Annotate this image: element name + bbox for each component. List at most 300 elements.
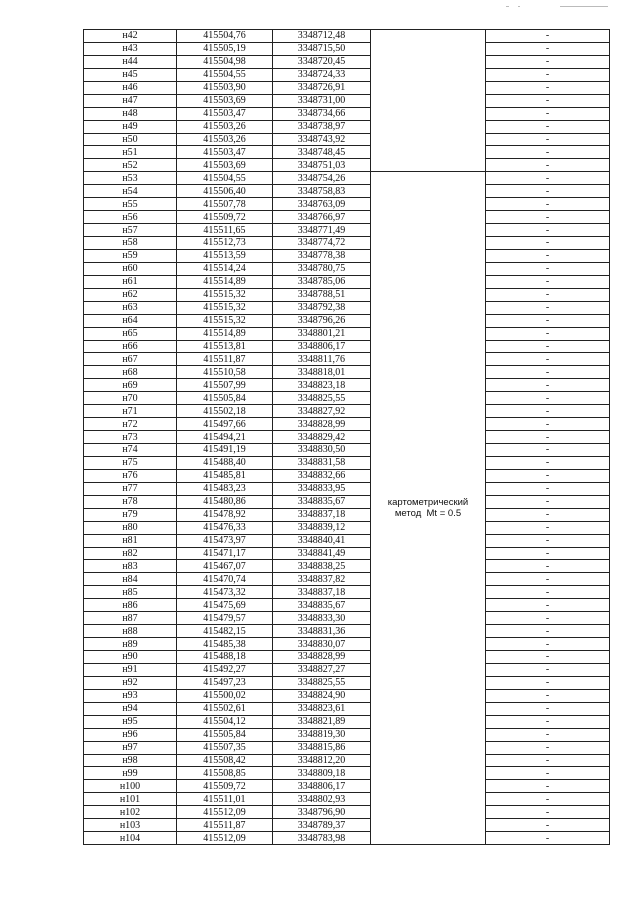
scan-artifact [560,6,608,7]
table-row [84,185,610,198]
y-coordinate-cell: 3348837,18 [273,508,371,521]
x-coordinate-cell: 415511,87 [177,819,273,832]
dash-cell: - [486,211,610,224]
dash-cell: - [486,366,610,379]
y-coordinate-cell: 3348838,25 [273,560,371,573]
table-row [84,767,610,780]
table-row [84,262,610,275]
dash-cell: - [486,754,610,767]
x-coordinate-cell: 415515,32 [177,288,273,301]
dash-cell: - [486,301,610,314]
point-number-cell: н99 [84,767,177,780]
y-coordinate-cell: 3348789,37 [273,819,371,832]
y-coordinate-cell: 3348809,18 [273,767,371,780]
y-coordinate-cell: 3348828,99 [273,418,371,431]
point-number-cell: н72 [84,418,177,431]
x-coordinate-cell: 415494,21 [177,431,273,444]
y-coordinate-cell: 3348724,33 [273,68,371,81]
y-coordinate-cell: 3348835,67 [273,495,371,508]
point-number-cell: н80 [84,521,177,534]
x-coordinate-cell: 415488,40 [177,456,273,469]
table-row [84,146,610,159]
x-coordinate-cell: 415503,90 [177,81,273,94]
dash-cell: - [486,224,610,237]
table-row [84,482,610,495]
y-coordinate-cell: 3348801,21 [273,327,371,340]
point-number-cell: н63 [84,301,177,314]
x-coordinate-cell: 415500,02 [177,689,273,702]
dash-cell: - [486,625,610,638]
dash-cell: - [486,715,610,728]
table-row [84,327,610,340]
x-coordinate-cell: 415515,32 [177,301,273,314]
point-number-cell: н52 [84,159,177,172]
dash-cell: - [486,237,610,250]
y-coordinate-cell: 3348823,18 [273,379,371,392]
dash-cell: - [486,560,610,573]
table-row [84,172,610,185]
point-number-cell: н43 [84,42,177,55]
table-row [84,107,610,120]
dash-cell: - [486,676,610,689]
x-coordinate-cell: 415504,76 [177,30,273,43]
x-coordinate-cell: 415471,17 [177,547,273,560]
y-coordinate-cell: 3348832,66 [273,469,371,482]
table-row [84,353,610,366]
table-row [84,456,610,469]
x-coordinate-cell: 415497,23 [177,676,273,689]
dash-cell: - [486,689,610,702]
table-row [84,793,610,806]
point-number-cell: н53 [84,172,177,185]
x-coordinate-cell: 415504,55 [177,172,273,185]
dash-cell: - [486,573,610,586]
point-number-cell: н77 [84,482,177,495]
point-number-cell: н50 [84,133,177,146]
point-number-cell: н75 [84,456,177,469]
point-number-cell: н83 [84,560,177,573]
y-coordinate-cell: 3348812,20 [273,754,371,767]
point-number-cell: н66 [84,340,177,353]
point-number-cell: н45 [84,68,177,81]
y-coordinate-cell: 3348806,17 [273,780,371,793]
x-coordinate-cell: 415513,59 [177,249,273,262]
point-number-cell: н71 [84,405,177,418]
point-number-cell: н48 [84,107,177,120]
table-row [84,120,610,133]
x-coordinate-cell: 415512,09 [177,832,273,845]
y-coordinate-cell: 3348726,91 [273,81,371,94]
point-number-cell: н81 [84,534,177,547]
y-coordinate-cell: 3348839,12 [273,521,371,534]
x-coordinate-cell: 415502,18 [177,405,273,418]
dash-cell: - [486,508,610,521]
y-coordinate-cell: 3348751,03 [273,159,371,172]
x-coordinate-cell: 415503,69 [177,159,273,172]
point-number-cell: н62 [84,288,177,301]
y-coordinate-cell: 3348840,41 [273,534,371,547]
table-row [84,30,610,43]
y-coordinate-cell: 3348738,97 [273,120,371,133]
x-coordinate-cell: 415475,69 [177,599,273,612]
point-number-cell: н55 [84,198,177,211]
dash-cell: - [486,547,610,560]
dash-cell: - [486,651,610,664]
method-accuracy: метод Mt = 0.5 [394,508,462,520]
dash-cell: - [486,469,610,482]
table-row [84,754,610,767]
point-number-cell: н96 [84,728,177,741]
x-coordinate-cell: 415508,42 [177,754,273,767]
dash-cell: - [486,806,610,819]
y-coordinate-cell: 3348830,07 [273,638,371,651]
x-coordinate-cell: 415509,72 [177,780,273,793]
point-number-cell: н104 [84,832,177,845]
x-coordinate-cell: 415467,07 [177,560,273,573]
point-number-cell: н93 [84,689,177,702]
y-coordinate-cell: 3348815,86 [273,741,371,754]
dash-cell: - [486,42,610,55]
dash-cell: - [486,702,610,715]
table-row [84,314,610,327]
coordinates-table [83,29,610,845]
table-row [84,68,610,81]
table-row [84,237,610,250]
x-coordinate-cell: 415503,69 [177,94,273,107]
point-number-cell: н59 [84,249,177,262]
table-row [84,625,610,638]
table-row [84,495,610,508]
table-row [84,586,610,599]
point-number-cell: н87 [84,612,177,625]
point-number-cell: н95 [84,715,177,728]
table-row [84,288,610,301]
y-coordinate-cell: 3348720,45 [273,55,371,68]
y-coordinate-cell: 3348824,90 [273,689,371,702]
y-coordinate-cell: 3348774,72 [273,237,371,250]
x-coordinate-cell: 415514,89 [177,275,273,288]
point-number-cell: н60 [84,262,177,275]
method-cell-empty [371,30,486,172]
dash-cell: - [486,780,610,793]
table-row [84,780,610,793]
table-row [84,55,610,68]
point-number-cell: н67 [84,353,177,366]
y-coordinate-cell: 3348785,06 [273,275,371,288]
dash-cell: - [486,327,610,340]
dash-cell: - [486,133,610,146]
x-coordinate-cell: 415508,85 [177,767,273,780]
x-coordinate-cell: 415470,74 [177,573,273,586]
point-number-cell: н44 [84,55,177,68]
y-coordinate-cell: 3348763,09 [273,198,371,211]
point-number-cell: н98 [84,754,177,767]
table-row [84,676,610,689]
dash-cell: - [486,741,610,754]
dash-cell: - [486,418,610,431]
point-number-cell: н102 [84,806,177,819]
y-coordinate-cell: 3348837,82 [273,573,371,586]
point-number-cell: н73 [84,431,177,444]
point-number-cell: н101 [84,793,177,806]
dash-cell: - [486,185,610,198]
table-row [84,819,610,832]
y-coordinate-cell: 3348778,38 [273,249,371,262]
table-row [84,405,610,418]
point-number-cell: н51 [84,146,177,159]
x-coordinate-cell: 415476,33 [177,521,273,534]
y-coordinate-cell: 3348734,66 [273,107,371,120]
dash-cell: - [486,146,610,159]
table-row [84,508,610,521]
y-coordinate-cell: 3348831,36 [273,625,371,638]
dash-cell: - [486,314,610,327]
x-coordinate-cell: 415507,78 [177,198,273,211]
dash-cell: - [486,832,610,845]
y-coordinate-cell: 3348831,58 [273,456,371,469]
x-coordinate-cell: 415504,55 [177,68,273,81]
x-coordinate-cell: 415503,26 [177,133,273,146]
coordinates-table-body [84,30,610,845]
dash-cell: - [486,198,610,211]
y-coordinate-cell: 3348825,55 [273,676,371,689]
dash-cell: - [486,94,610,107]
y-coordinate-cell: 3348771,49 [273,224,371,237]
x-coordinate-cell: 415504,98 [177,55,273,68]
x-coordinate-cell: 415511,01 [177,793,273,806]
dash-cell: - [486,767,610,780]
y-coordinate-cell: 3348833,30 [273,612,371,625]
point-number-cell: н47 [84,94,177,107]
point-number-cell: н74 [84,444,177,457]
point-number-cell: н78 [84,495,177,508]
x-coordinate-cell: 415485,81 [177,469,273,482]
method-cell [371,172,486,845]
table-row [84,534,610,547]
dash-cell: - [486,30,610,43]
table-row [84,159,610,172]
table-row [84,715,610,728]
x-coordinate-cell: 415504,12 [177,715,273,728]
dash-cell: - [486,663,610,676]
table-row [84,689,610,702]
dash-cell: - [486,340,610,353]
x-coordinate-cell: 415480,86 [177,495,273,508]
y-coordinate-cell: 3348712,48 [273,30,371,43]
table-row [84,651,610,664]
x-coordinate-cell: 415512,73 [177,237,273,250]
y-coordinate-cell: 3348830,50 [273,444,371,457]
dash-cell: - [486,120,610,133]
table-row [84,832,610,845]
point-number-cell: н90 [84,651,177,664]
table-row [84,94,610,107]
table-row [84,224,610,237]
table-row [84,42,610,55]
x-coordinate-cell: 415505,84 [177,392,273,405]
table-row [84,521,610,534]
y-coordinate-cell: 3348802,93 [273,793,371,806]
point-number-cell: н97 [84,741,177,754]
y-coordinate-cell: 3348796,26 [273,314,371,327]
y-coordinate-cell: 3348806,17 [273,340,371,353]
y-coordinate-cell: 3348827,27 [273,663,371,676]
x-coordinate-cell: 415507,35 [177,741,273,754]
y-coordinate-cell: 3348796,90 [273,806,371,819]
x-coordinate-cell: 415491,19 [177,444,273,457]
y-coordinate-cell: 3348837,18 [273,586,371,599]
dash-cell: - [486,444,610,457]
y-coordinate-cell: 3348783,98 [273,832,371,845]
dash-cell: - [486,288,610,301]
dash-cell: - [486,586,610,599]
y-coordinate-cell: 3348748,45 [273,146,371,159]
y-coordinate-cell: 3348811,76 [273,353,371,366]
y-coordinate-cell: 3348829,42 [273,431,371,444]
x-coordinate-cell: 415515,32 [177,314,273,327]
x-coordinate-cell: 415506,40 [177,185,273,198]
dash-cell: - [486,456,610,469]
point-number-cell: н85 [84,586,177,599]
point-number-cell: н56 [84,211,177,224]
point-number-cell: н57 [84,224,177,237]
dash-cell: - [486,275,610,288]
point-number-cell: н54 [84,185,177,198]
dash-cell: - [486,392,610,405]
x-coordinate-cell: 415502,61 [177,702,273,715]
dash-cell: - [486,55,610,68]
table-row [84,573,610,586]
y-coordinate-cell: 3348823,61 [273,702,371,715]
x-coordinate-cell: 415497,66 [177,418,273,431]
point-number-cell: н91 [84,663,177,676]
x-coordinate-cell: 415483,23 [177,482,273,495]
y-coordinate-cell: 3348758,83 [273,185,371,198]
point-number-cell: н103 [84,819,177,832]
x-coordinate-cell: 415513,81 [177,340,273,353]
table-row [84,133,610,146]
x-coordinate-cell: 415505,84 [177,728,273,741]
y-coordinate-cell: 3348818,01 [273,366,371,379]
point-number-cell: н68 [84,366,177,379]
table-row [84,806,610,819]
point-number-cell: н88 [84,625,177,638]
dash-cell: - [486,68,610,81]
dash-cell: - [486,599,610,612]
table-row [84,612,610,625]
y-coordinate-cell: 3348827,92 [273,405,371,418]
y-coordinate-cell: 3348743,92 [273,133,371,146]
dash-cell: - [486,353,610,366]
y-coordinate-cell: 3348819,30 [273,728,371,741]
point-number-cell: н82 [84,547,177,560]
point-number-cell: н86 [84,599,177,612]
table-row [84,249,610,262]
x-coordinate-cell: 415479,57 [177,612,273,625]
dash-cell: - [486,107,610,120]
dash-cell: - [486,482,610,495]
table-row [84,547,610,560]
x-coordinate-cell: 415507,99 [177,379,273,392]
dash-cell: - [486,172,610,185]
table-row [84,392,610,405]
y-coordinate-cell: 3348792,38 [273,301,371,314]
scan-artifact [518,6,520,7]
point-number-cell: н65 [84,327,177,340]
table-row [84,599,610,612]
point-number-cell: н42 [84,30,177,43]
point-number-cell: н92 [84,676,177,689]
dash-cell: - [486,405,610,418]
point-number-cell: н89 [84,638,177,651]
table-row [84,741,610,754]
table-row [84,340,610,353]
x-coordinate-cell: 415509,72 [177,211,273,224]
scan-artifact [506,6,509,7]
dash-cell: - [486,81,610,94]
table-row [84,211,610,224]
dash-cell: - [486,249,610,262]
point-number-cell: н58 [84,237,177,250]
y-coordinate-cell: 3348780,75 [273,262,371,275]
dash-cell: - [486,495,610,508]
dash-cell: - [486,159,610,172]
point-number-cell: н100 [84,780,177,793]
y-coordinate-cell: 3348841,49 [273,547,371,560]
dash-cell: - [486,431,610,444]
x-coordinate-cell: 415492,27 [177,663,273,676]
dash-cell: - [486,534,610,547]
point-number-cell: н46 [84,81,177,94]
x-coordinate-cell: 415503,47 [177,146,273,159]
point-number-cell: н84 [84,573,177,586]
dash-cell: - [486,793,610,806]
dash-cell: - [486,262,610,275]
table-row [84,728,610,741]
table-row [84,81,610,94]
table-row [84,469,610,482]
x-coordinate-cell: 415473,32 [177,586,273,599]
x-coordinate-cell: 415510,58 [177,366,273,379]
point-number-cell: н76 [84,469,177,482]
method-name: картометрический [387,497,469,509]
y-coordinate-cell: 3348788,51 [273,288,371,301]
y-coordinate-cell: 3348825,55 [273,392,371,405]
table-row [84,444,610,457]
y-coordinate-cell: 3348754,26 [273,172,371,185]
table-row [84,198,610,211]
y-coordinate-cell: 3348828,99 [273,651,371,664]
table-row [84,638,610,651]
y-coordinate-cell: 3348715,50 [273,42,371,55]
point-number-cell: н69 [84,379,177,392]
y-coordinate-cell: 3348766,97 [273,211,371,224]
point-number-cell: н70 [84,392,177,405]
x-coordinate-cell: 415485,38 [177,638,273,651]
y-coordinate-cell: 3348821,89 [273,715,371,728]
x-coordinate-cell: 415505,19 [177,42,273,55]
table-row [84,560,610,573]
x-coordinate-cell: 415511,65 [177,224,273,237]
point-number-cell: н61 [84,275,177,288]
table-row [84,702,610,715]
dash-cell: - [486,521,610,534]
y-coordinate-cell: 3348833,95 [273,482,371,495]
dash-cell: - [486,379,610,392]
table-row [84,418,610,431]
point-number-cell: н94 [84,702,177,715]
x-coordinate-cell: 415514,89 [177,327,273,340]
